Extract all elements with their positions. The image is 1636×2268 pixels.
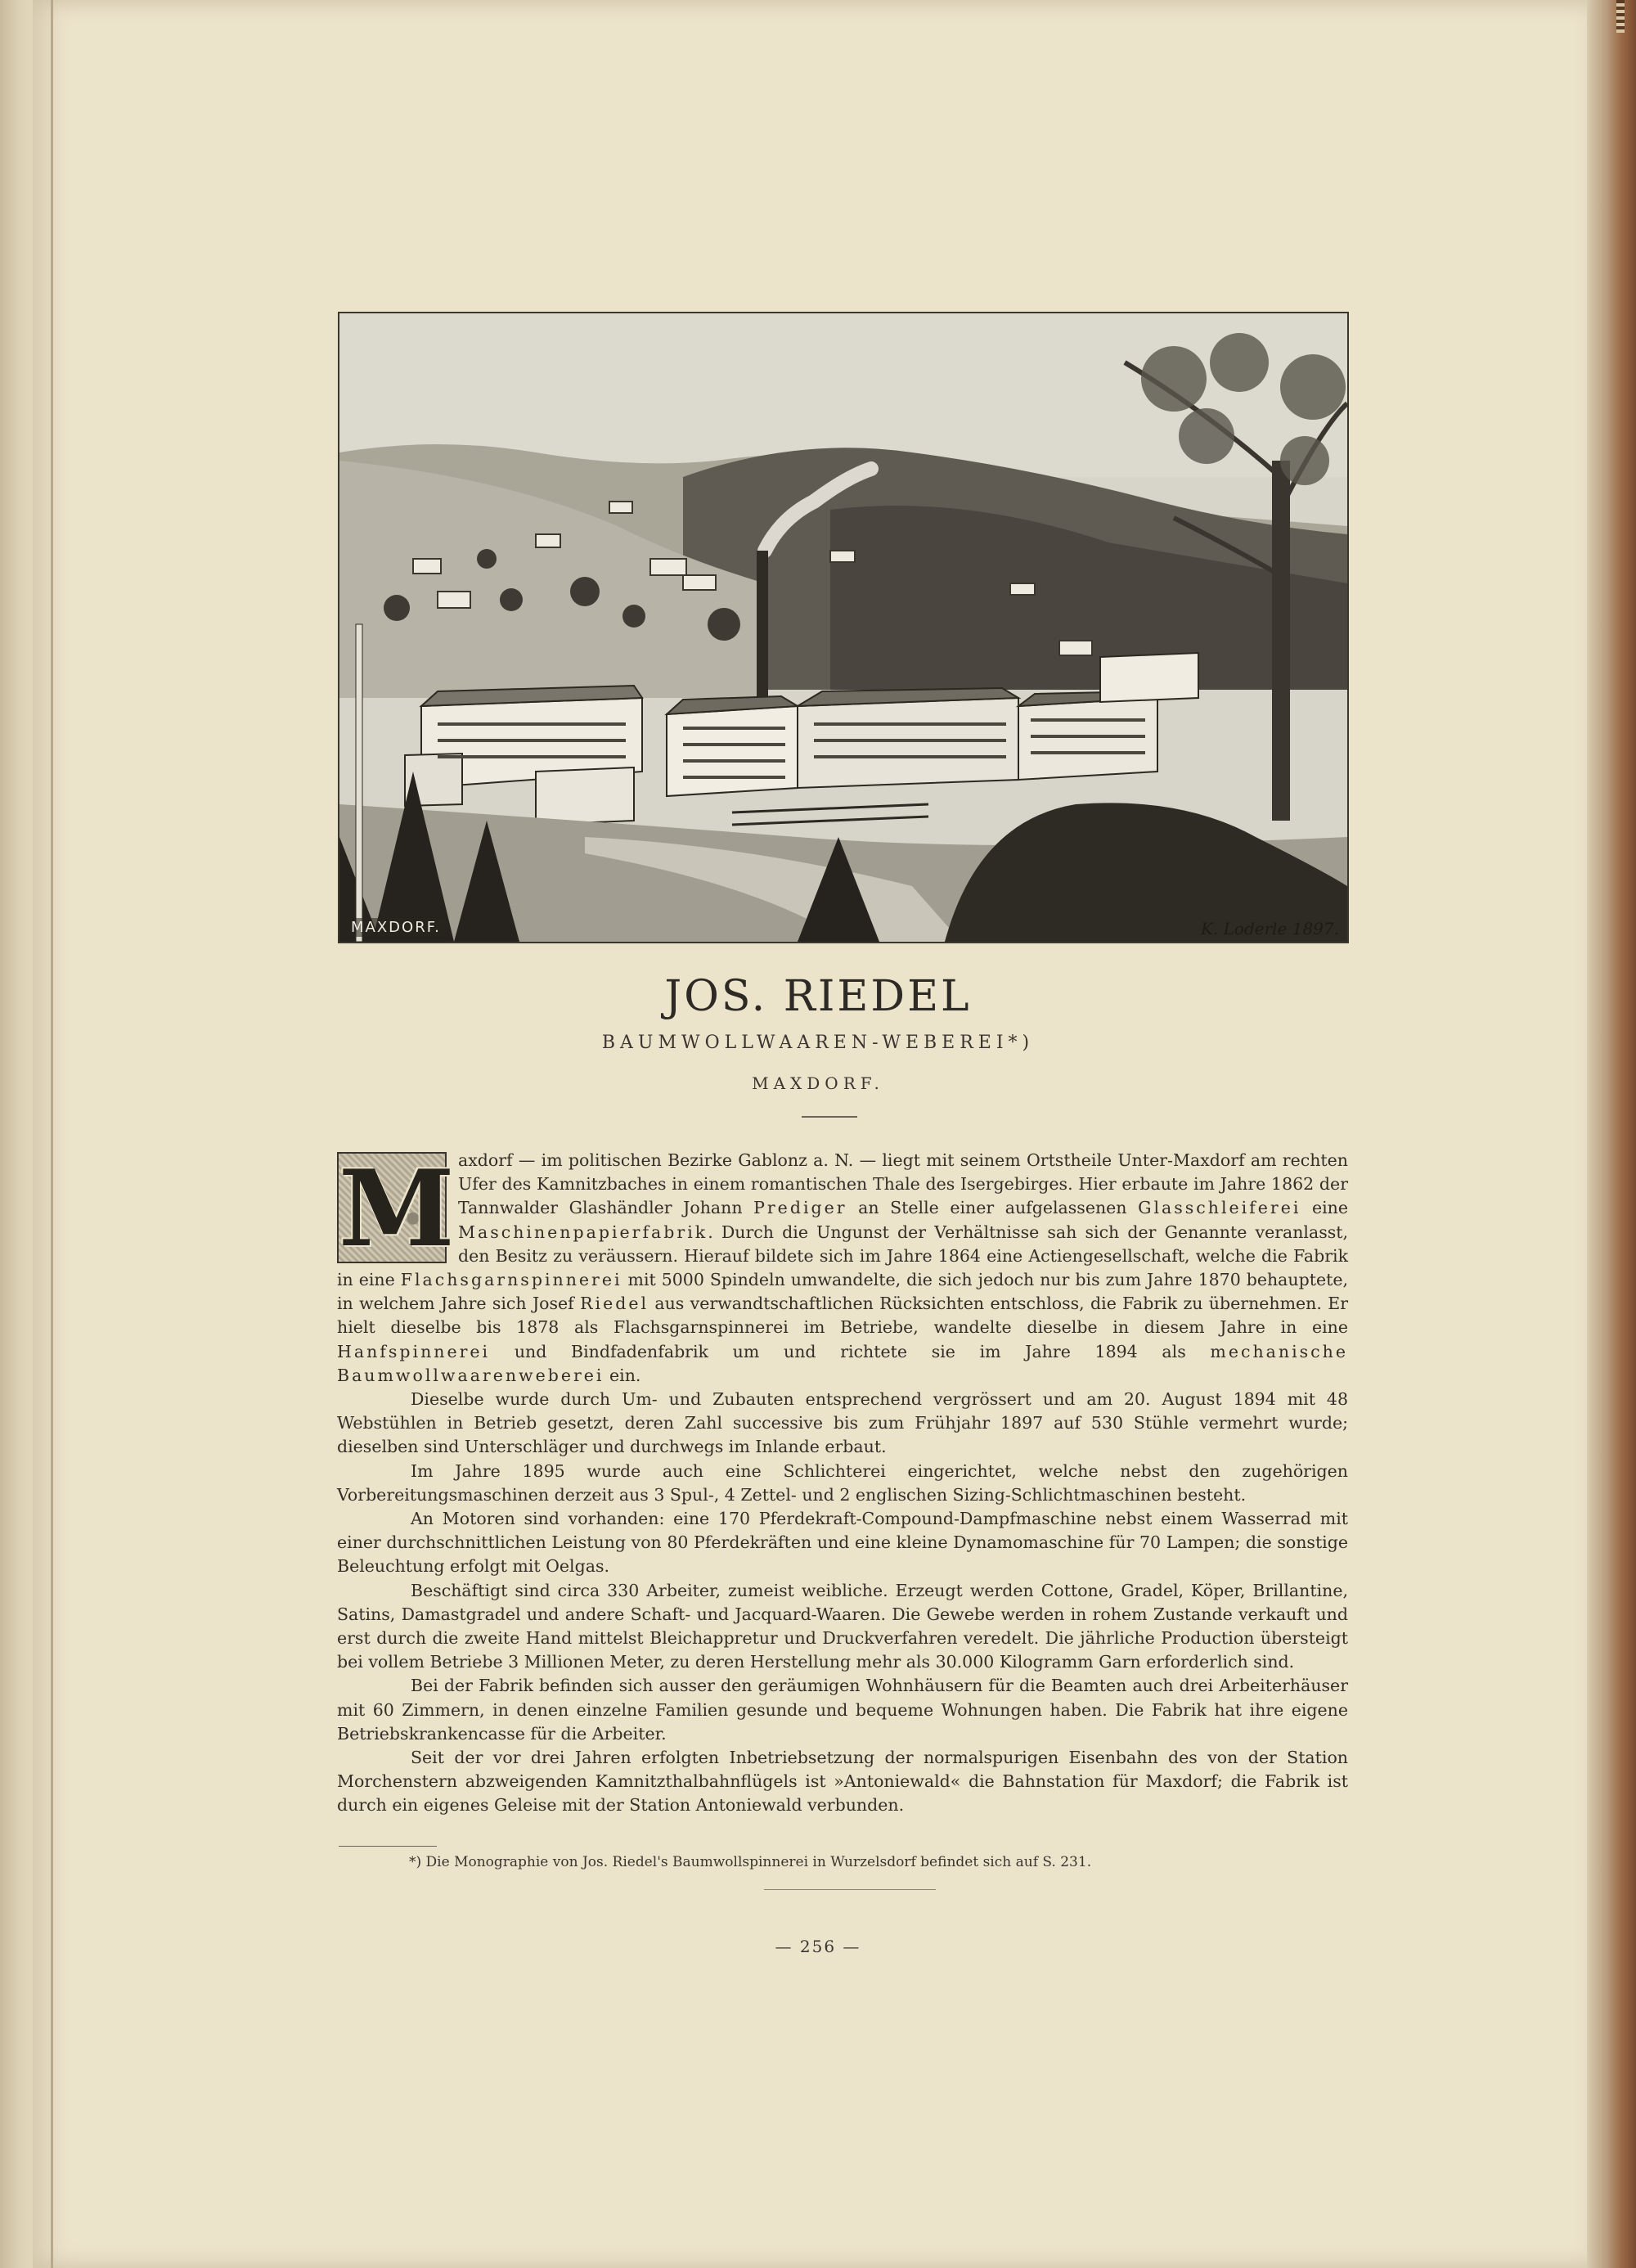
paragraph-2: Dieselbe wurde durch Um- und Zubauten entsprechend vergrössert und am 20. August 1894 mit 48 Webstühlen in Betrieb gesetzt, deren Zahl successive bis zum Frühjahr 1897 auf 530 Stühle vermehrt wurde; dieselben sind Unterschläger und durchwegs im Inlande erbaut. (337, 1389, 1348, 1457)
paragraph-text: eine (1301, 1198, 1348, 1218)
initial-letter: M (339, 1148, 455, 1271)
factory-landscape-drawing (339, 313, 1347, 942)
paragraph-text: ein. (604, 1365, 641, 1385)
binding-edge-mark (1616, 0, 1625, 33)
factory-illustration (338, 312, 1349, 943)
book-binding-right (1587, 0, 1636, 2268)
paragraph-6: Bei der Fabrik befinden sich ausser den geräumigen Wohnhäusern für die Beamten auch drei Arbeiterhäuser mit 60 Zimmern, in denen einzelne Familien gesunde und bequeme Wohnungen haben. Die Fabrik hat ihre eigene Betriebskrankencasse für die Arbeiter. (337, 1676, 1348, 1744)
paragraph-7: Seit der vor drei Jahren erfolgten Inbetriebsetzung der normalspurigen Eisenbahn des von der Station Morchenstern abzweigenden Kamnitzthalbahnflügels ist »Antoniewald« die Bahnstation für Maxdorf; die Fabrik ist durch ein eigenes Geleise mit der Station Antoniewald verbunden. (337, 1748, 1348, 1816)
place-name: MAXDORF. (752, 1073, 884, 1093)
footnote-divider (339, 1846, 437, 1847)
paragraph-text: und Bindfadenfabrik um und richtete sie im Jahre 1894 als (490, 1341, 1211, 1361)
paragraph-text: . Durch die Ungunst der Verhältnisse sah sich der Genannte veranlasst, den Besitz zu veräussern. Hierauf bildete sich im Jahre 1864 eine Actiengesellschaft, welche die Fabrik in eine (337, 1222, 1348, 1290)
page-edge-line (51, 0, 53, 2268)
footnote-end-rule (764, 1889, 936, 1890)
paragraph-4: An Motoren sind vorhanden: eine 170 Pferdekraft-Compound-Dampfmaschine nebst einem Wasserrad mit einer durchschnittlichen Leistung von 80 Pferdekräften und eine kleine Dynamomaschine für 70 Lampen; die sonstige Beleuchtung erfolgt mit Oelgas. (337, 1509, 1348, 1577)
paragraph-text: axdorf — im politischen Bezirke Gablonz a. N. — liegt mit seinem Ortstheile Unter-Maxdorf am rechten Ufer des Kamnitzbaches in einem romantischen Thale des Isergebirges. Hier erbaute im Jahre 1862 der Tannwalder Glashändler Johann (458, 1150, 1348, 1218)
title-divider (802, 1116, 857, 1118)
spaced-term: Flachsgarnspinnerei (400, 1270, 622, 1290)
spaced-term: mechanische Baumwollwaarenweberei (337, 1341, 1348, 1385)
ornamental-initial (337, 1148, 455, 1271)
spaced-term: Glasschleiferei (1138, 1198, 1301, 1218)
page-number: — 256 — (775, 1937, 861, 1956)
spaced-term: Maschinenpapierfabrik (458, 1222, 708, 1242)
spaced-term: Hanfspinnerei (337, 1341, 491, 1361)
paragraph-5: Beschäftigt sind circa 330 Arbeiter, zumeist weibliche. Erzeugt werden Cottone, Gradel, Köper, Brillantine, Satins, Damastgradel und andere Schaft- und Jacquard-Waaren. Die Gewebe werden in rohem Zustande verkauft und erst durch die zweite Hand mittelst Bleichappretur und Druckverfahren veredelt. Die jährliche Production übersteigt bei vollem Betriebe 3 Millionen Meter, zu deren Herstellung mehr als 30.000 Kilogramm Garn erforderlich sind. (337, 1580, 1348, 1672)
paragraph-text: aus verwandtschaftlichen Rücksichten entschloss, die Fabrik zu übernehmen. Er hielt dieselbe bis 1878 als Flachsgarnspinnerei im Betriebe, wandelte dieselbe in diesem Jahre in eine (337, 1294, 1349, 1338)
artist-signature: K. Loderle 1897. (1200, 919, 1339, 938)
article-body (337, 1149, 1348, 1818)
page-title: JOS. RIEDEL (664, 972, 972, 1021)
paragraph-3: Im Jahre 1895 wurde auch eine Schlichterei eingerichtet, welche nebst den zugehörigen Vorbereitungsmaschinen derzeit aus 3 Spul-, 4 Zettel- und 2 englischen Sizing-Schlichtmaschinen besteht. (337, 1460, 1348, 1505)
page-subtitle: BAUMWOLLWAAREN-WEBEREI*) (601, 1033, 1035, 1053)
illustration-place-label: MAXDORF. (346, 918, 446, 937)
paragraph-text: an Stelle einer aufgelassenen (847, 1198, 1139, 1218)
paragraph-text: mit 5000 Spindeln umwandelte, die sich jedoch nur bis zum Jahre 1870 behauptete, in welchem Jahre sich Josef (337, 1270, 1348, 1314)
spaced-name: Prediger (753, 1198, 847, 1218)
footnote: *) Die Monographie von Jos. Riedel's Baumwollspinnerei in Wurzelsdorf befindet sich auf S. 231. (409, 1854, 1092, 1870)
spaced-name: Riedel (580, 1294, 649, 1314)
paragraph-1 (337, 1149, 1348, 1388)
